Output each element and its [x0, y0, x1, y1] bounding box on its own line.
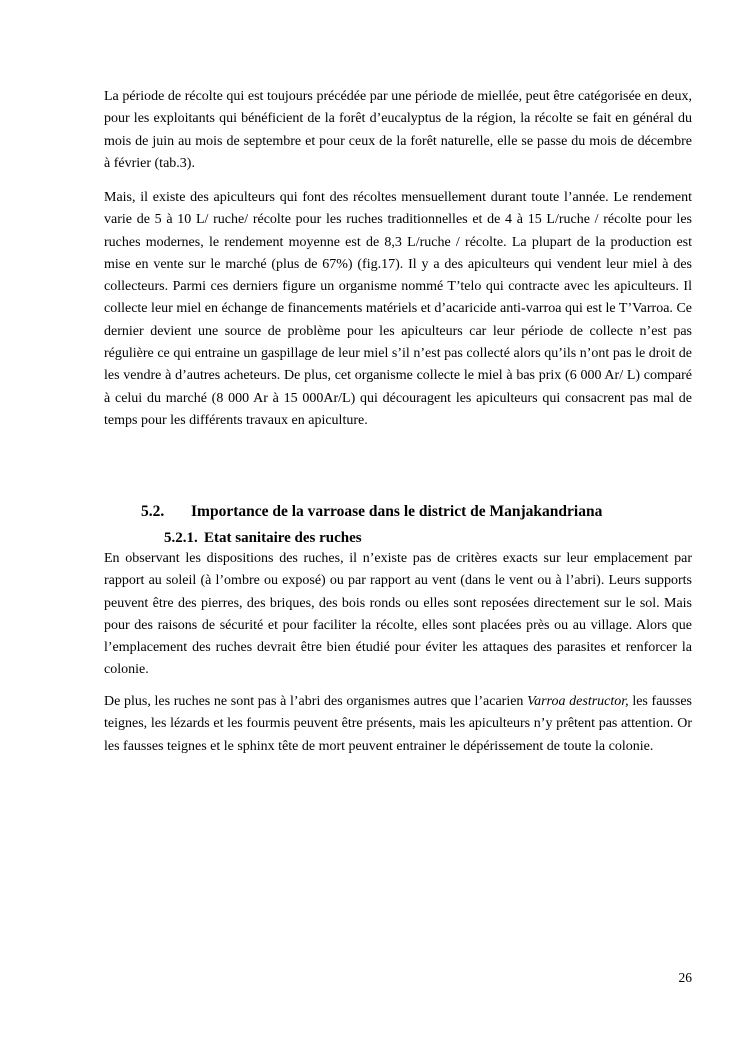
subsection-heading-5-2-1 [164, 527, 362, 549]
section-heading-5-2 [141, 501, 602, 523]
species-name-varroa-destructor: Varroa destructor, [527, 694, 629, 709]
parasites-text-before: De plus, les ruches ne sont pas à l’abri des organismes autres que l’acarien [104, 694, 528, 709]
section-number: 5.2. [141, 503, 165, 520]
section-title: Importance de la varroase dans le district de Manjakandriana [191, 503, 603, 520]
page-number: 26 [678, 970, 692, 985]
parasites-text-after: les fausses teignes, les lézards et les fourmis peuvent être présents, mais les apiculteurs n’y prêtent pas attention. Or les fausses teignes et le sphinx tête de mort peuvent entrainer le dépérissement de toute la colonie. [104, 694, 692, 754]
paragraph-harvest-period: La période de récolte qui est toujours précédée par une période de miellée, peut être catégorisée en deux, pour les exploitants qui bénéficient de la forêt d’eucalyptus de la région, la récolte se fait en général du mois de juin au mois de septembre et pour ceux de la forêt naturelle, elle se passe du mois de décembre à février (tab.3). [104, 89, 692, 171]
paragraph-hive-parasites [104, 691, 692, 758]
paragraph-beekeepers-harvest: Mais, il existe des apiculteurs qui font des récoltes mensuellement durant toute l’année. Le rendement varie de 5 à 10 L/ ruche/ récolte pour les ruches traditionnelles et de 4 à 15 L/ruche / récolte pour les ruches modernes, le rendement moyenne est de 8,3 L/ruche / récolte. La plupart de la production est mise en vente sur le marché (plus de 67%) (fig.17). Il y a des apiculteurs qui vendent leur miel à des collecteurs. Parmi ces derniers figure un organisme nommé T’telo qui contracte avec les apiculteurs. Il collecte leur miel en échange de financements matériels et d’acaricide anti-varroa qui est le T’Varroa. Ce dernier devient une source de problème pour les apiculteurs car leur période de collecte n’est pas régulière ce qui entraine un gaspillage de leur miel s’il n’est pas collecté alors qu’ils n’ont pas le droit de les vendre à d’autres acheteurs. De plus, cet organisme collecte le miel à bas prix (6 000 Ar/ L) comparé à celui du marché (8 000 Ar à 15 000Ar/L) qui découragent les apiculteurs qui consacrent pas mal de temps pour les différents travaux en apiculture. [104, 190, 692, 428]
subsection-number: 5.2.1. [164, 530, 198, 546]
subsection-title: Etat sanitaire des ruches [204, 530, 362, 546]
paragraph-hive-condition: En observant les dispositions des ruches, il n’existe pas de critères exacts sur leur emplacement par rapport au soleil (à l’ombre ou exposé) ou par rapport au vent (dans le vent ou à l’abri). Leurs supports peuvent être des pierres, des briques, des bois ronds ou elles sont reposées directement sur le sol. Mais pour des raisons de sécurité et pour faciliter la récolte, elles sont placées près ou au village. Alors que l’emplacement des ruches devrait être bien étudié pour éviter les attaques des parasites et renforcer la colonie. [104, 551, 692, 678]
